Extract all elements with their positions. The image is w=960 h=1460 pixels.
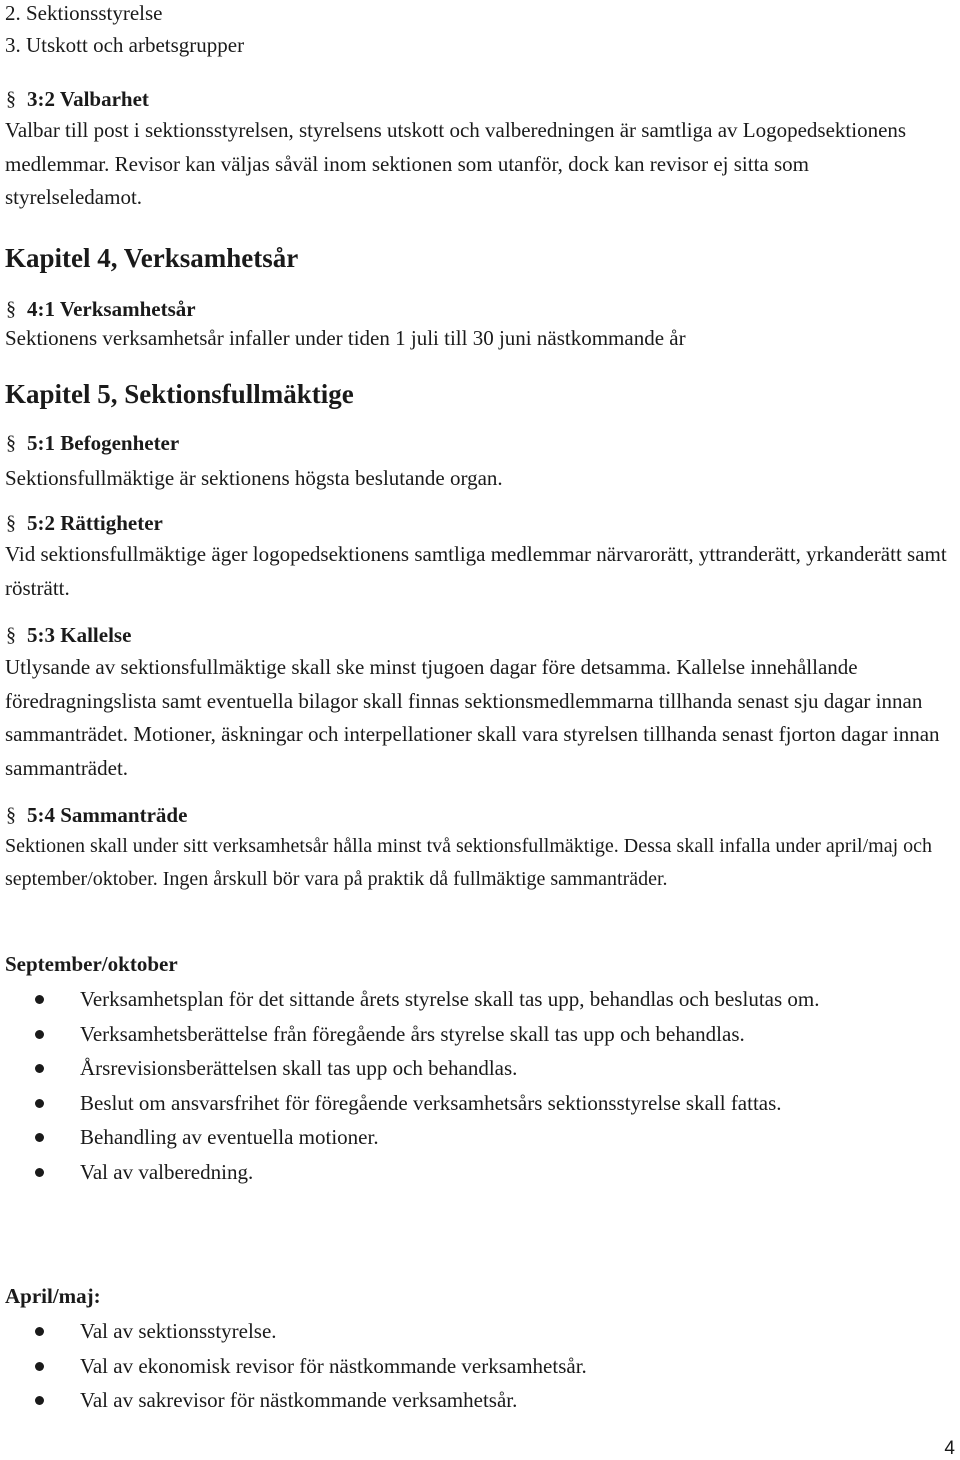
section-sign-icon: § <box>6 432 16 454</box>
september-oktober-heading: September/oktober <box>5 952 178 976</box>
section-heading-3-2 <box>5 86 149 112</box>
section-heading-text: 5:3 Kallelse <box>27 623 132 647</box>
section-heading-4-1 <box>5 296 196 322</box>
list-item: Val av valberedning. <box>5 1155 950 1190</box>
list-item: Beslut om ansvarsfrihet för föregående verksamhetsårs sektionsstyrelse skall fattas. <box>5 1086 950 1121</box>
section-heading-text: 4:1 Verksamhetsår <box>27 297 196 321</box>
chapter-heading: Kapitel 5, Sektionsfullmäktige <box>5 379 354 409</box>
bullet-icon <box>35 1030 44 1039</box>
section-paragraph: Sektionen skall under sitt verksamhetsår hålla minst två sektionsfullmäktige. Dessa skall infalla under april/maj och september/oktober. Ingen årskull bör vara på praktik då fullmäktige sammanträder. <box>5 835 933 890</box>
chapter-heading: Kapitel 4, Verksamhetsår <box>5 243 299 273</box>
section-paragraph: Sektionens verksamhetsår infaller under tiden 1 juli till 30 juni nästkommande år <box>5 326 686 350</box>
list-item: Behandling av eventuella motioner. <box>5 1120 950 1155</box>
page-number: 4 <box>944 1438 955 1459</box>
section-heading-text: 5:4 Sammanträde <box>27 803 188 827</box>
bullet-icon <box>35 1064 44 1073</box>
section-heading-5-4 <box>5 802 187 828</box>
section-heading-5-2 <box>5 510 163 536</box>
section-paragraph: Vid sektionsfullmäktige äger logopedsektionens samtliga medlemmar närvarorätt, yttranderätt, yrkanderätt samt rösträtt. <box>5 542 947 600</box>
bullet-icon <box>35 1362 44 1371</box>
bullet-icon <box>35 1133 44 1142</box>
bullet-icon <box>35 995 44 1004</box>
section-sign-icon: § <box>6 624 16 646</box>
list-item: Val av sektionsstyrelse. <box>5 1314 950 1349</box>
bullet-icon <box>35 1327 44 1336</box>
september-oktober-list <box>5 982 950 1189</box>
section-heading-5-1 <box>5 430 179 456</box>
bullet-icon <box>35 1099 44 1108</box>
bullet-icon <box>35 1168 44 1177</box>
bullet-icon <box>35 1396 44 1405</box>
section-heading-5-3 <box>5 622 131 648</box>
list-item: Val av ekonomisk revisor för nästkommande verksamhetsår. <box>5 1349 950 1384</box>
section-sign-icon: § <box>6 512 16 534</box>
list-item: Verksamhetsberättelse från föregående års styrelse skall tas upp och behandlas. <box>5 1017 950 1052</box>
section-heading-text: 5:2 Rättigheter <box>27 511 163 535</box>
list-item: Val av sakrevisor för nästkommande verksamhetsår. <box>5 1383 950 1418</box>
section-paragraph: Utlysande av sektionsfullmäktige skall ske minst tjugoen dagar före detsamma. Kallelse innehållande föredragningslista samt eventuella bilagor skall finnas sektionsmedlemmarna tillhanda senast sju dagar innan sammanträdet. Motioner, äskningar och interpellationer skall vara styrelsen tillhanda senast fjorton dagar innan sammanträdet. <box>5 655 940 780</box>
list-item: Verksamhetsplan för det sittande årets styrelse skall tas upp, behandlas och beslutas om. <box>5 982 950 1017</box>
april-maj-list <box>5 1314 950 1418</box>
section-heading-text: 5:1 Befogenheter <box>27 431 180 455</box>
toc-item: 3. Utskott och arbetsgrupper <box>5 33 245 57</box>
section-sign-icon: § <box>6 298 16 320</box>
toc-item: 2. Sektionsstyrelse <box>5 1 163 25</box>
section-paragraph: Sektionsfullmäktige är sektionens högsta beslutande organ. <box>5 466 503 490</box>
april-maj-heading: April/maj: <box>5 1284 101 1308</box>
section-sign-icon: § <box>6 88 16 110</box>
section-paragraph: Valbar till post i sektionsstyrelsen, styrelsens utskott och valberedningen är samtliga av Logopedsektionens medlemmar. Revisor kan väljas såväl inom sektionen som utanför, dock kan revisor ej sitta som styrelseledamot. <box>5 118 907 209</box>
section-sign-icon: § <box>6 804 16 826</box>
list-item: Årsrevisionsberättelsen skall tas upp och behandlas. <box>5 1051 950 1086</box>
section-heading-text: 3:2 Valbarhet <box>27 87 149 111</box>
